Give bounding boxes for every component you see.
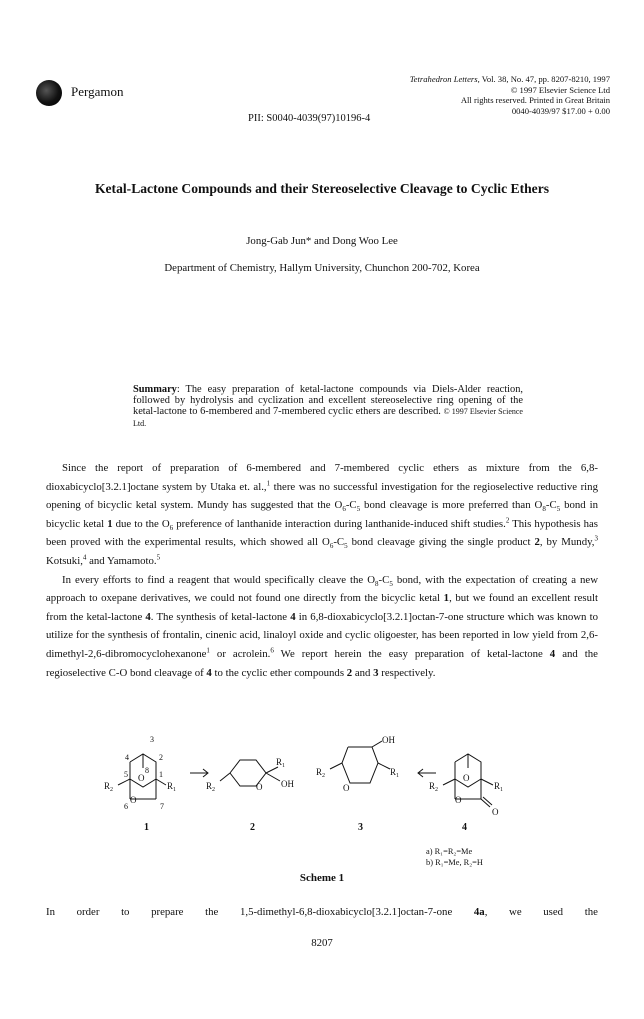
carbonyl-oxygen-label: O — [492, 807, 499, 817]
subscript: 6 — [342, 505, 346, 514]
journal-meta — [290, 74, 610, 116]
subscript: 5 — [356, 505, 361, 514]
word: the — [584, 906, 598, 918]
word: 1,5-dimethyl-6,8-dioxabicyclo[3.2.1]octan-7-one — [239, 906, 453, 918]
text-run: bond, with the expectation of creating a new approach to oxepane derivatives, we could not found one directly from the bicyclic ketal — [46, 573, 598, 605]
reference-mark: 2 — [505, 516, 510, 525]
word: order — [76, 906, 100, 918]
atom-number: 3 — [150, 735, 154, 744]
pii-line: PII: S0040-4039(97)10196-4 — [248, 113, 371, 124]
compound-label-2: 2 — [250, 822, 255, 833]
r2-label: $R_2$ — [316, 767, 326, 779]
compound-number: 4 — [206, 666, 212, 679]
atom-number: 8 — [145, 766, 149, 775]
word: In — [46, 906, 55, 918]
reference-mark: 5 — [156, 553, 161, 562]
summary-block — [133, 384, 523, 429]
text-run: , by Mundy, — [539, 536, 595, 549]
text-run: -C — [345, 499, 357, 512]
reference-mark: 1 — [206, 646, 210, 655]
text-run: there was no successful investigation for the regioselective reductive ring opening of bicyclic ketal system. Mundy has suggested that the O — [46, 480, 598, 512]
paragraph-2 — [46, 571, 598, 683]
subscript: 8 — [542, 505, 546, 514]
atom-number: 2 — [159, 753, 163, 762]
word: we — [509, 906, 522, 918]
text-run: or acrolein. — [209, 647, 271, 660]
oxygen-label: O — [343, 783, 350, 793]
text-run: -C — [333, 536, 345, 549]
r1-label: $R_1$ — [276, 757, 286, 769]
atom-number: 6 — [124, 802, 128, 811]
scheme-notes — [426, 846, 483, 868]
word: to — [121, 906, 130, 918]
reference-mark: 6 — [270, 646, 274, 655]
text-run: bond in bicyclic ketal — [46, 499, 599, 530]
publisher-name: Pergamon — [71, 84, 124, 99]
text-run: preference of lanthanide interaction during lanthanide-induced shift studies. — [173, 517, 506, 530]
atom-number: 7 — [160, 802, 164, 811]
subscript: 8 — [375, 579, 379, 588]
text-run: -C — [378, 573, 390, 586]
compound-number: 3 — [373, 666, 379, 679]
text-run: In every efforts to find a reagent that would specifically cleave the O — [62, 573, 376, 586]
scheme-figure — [100, 733, 570, 843]
journal-name: Tetrahedron Letters — [409, 74, 478, 84]
oxygen-label: O — [138, 773, 145, 783]
compound-number: 1 — [107, 517, 113, 530]
summary-copyright: © 1997 Elsevier Science Ltd. — [133, 407, 523, 428]
subscript: 5 — [344, 542, 348, 551]
summary-text: : The easy preparation of ketal-lactone compounds via Diels-Alder reaction, followed by hydrolysis and cyclization and excellent stereoselective ring opening of the ketal-lactone to 6-membered and 7-membered cyclic ethers are described. — [133, 384, 523, 418]
reference-mark: 4 — [82, 553, 87, 562]
reference-mark: 3 — [594, 534, 599, 543]
r2-label: $R_2$ — [206, 781, 216, 793]
text-run: bond cleavage giving the single product — [347, 536, 535, 549]
pergamon-logo — [36, 80, 62, 106]
affiliation: Department of Chemistry, Hallym University, Chunchon 200-702, Korea — [164, 262, 480, 274]
atom-number: 1 — [159, 770, 163, 779]
compound-2-structure — [220, 760, 280, 786]
compound-label-1: 1 — [144, 822, 149, 833]
oxygen-label: O — [463, 773, 470, 783]
text-run: and the regioselective C-O bond cleavage of — [46, 647, 598, 679]
compound-number: 4a — [473, 906, 485, 918]
oxygen-label: O — [130, 795, 137, 805]
compound-3-structure — [330, 741, 390, 783]
paragraph-1 — [46, 459, 598, 571]
compound-number-word — [474, 906, 488, 918]
r2-label: $R_2$ — [104, 781, 114, 793]
text-run: and Yamamoto. — [86, 554, 157, 567]
reaction-arrow — [190, 769, 208, 777]
r1-label: $R_1$ — [390, 767, 400, 779]
compound-label-3: 3 — [358, 822, 363, 833]
paper-title: Ketal-Lactone Compounds and their Stereoselective Cleavage to Cyclic Ethers — [94, 181, 550, 196]
text-run: to the cyclic ether compounds — [211, 666, 347, 679]
compound-number: 4 — [145, 610, 151, 623]
text-run: This hypothesis has been proved with the experimental results, which showed all O — [46, 517, 598, 549]
r1-label: $R_1$ — [167, 781, 177, 793]
last-line — [46, 906, 598, 918]
summary-label: Summary — [133, 384, 177, 395]
scheme-note-b: b) R₁=Me, R₂=H — [426, 858, 483, 867]
text-run: bond cleavage is more preferred than O — [360, 499, 543, 512]
text-run: respectively. — [378, 666, 436, 679]
compound-number: 2 — [534, 536, 540, 549]
word: the — [205, 906, 219, 918]
rights-line: All rights reserved. Printed in Great Britain — [460, 95, 610, 106]
atom-number: 4 — [125, 753, 129, 762]
r1-label: $R_1$ — [494, 781, 504, 793]
compound-number: 2 — [346, 666, 353, 679]
reference-mark: 1 — [266, 479, 271, 487]
r2-label: $R_2$ — [429, 781, 439, 793]
hydroxyl-label: OH — [382, 735, 395, 745]
text-run: in 6,8-dioxabicyclo[3.2.1]octan-7-one structure which was known to utilize for the synthesis of frontalin, cinenic acid, linaloyl oxide and cyclic oligoester, has been reported in low yield from 2,6-dimethyl-2,6-dibromocyclohexanone — [46, 610, 598, 660]
compound-label-4: 4 — [462, 822, 467, 833]
reaction-arrow — [418, 769, 436, 777]
subscript: 6 — [329, 542, 334, 551]
copyright-line: © 1997 Elsevier Science Ltd — [510, 84, 610, 95]
compound-number: 4 — [549, 647, 556, 660]
subscript: 6 — [169, 523, 174, 532]
author-list: Jong-Gab Jun* and Dong Woo Lee — [246, 235, 398, 247]
body-text — [46, 459, 598, 682]
word: prepare — [151, 906, 184, 918]
comma: , — [484, 906, 488, 918]
oxygen-label: O — [455, 795, 462, 805]
text-run: and — [352, 666, 374, 679]
subscript: 5 — [389, 579, 393, 588]
subscript: 5 — [556, 505, 561, 514]
scheme-note-a: a) R₁=R₂=Me — [426, 847, 473, 856]
text-run: due to the O — [112, 517, 170, 530]
hydroxyl-label: OH — [281, 779, 294, 789]
text-run: , but we found an excellent result from the ketal-lactone — [46, 592, 598, 623]
journal-citation: , Vol. 38, No. 47, pp. 8207-8210, 1997 — [477, 74, 610, 84]
page-number: 8207 — [311, 937, 333, 949]
scheme-caption: Scheme 1 — [299, 872, 345, 884]
oxygen-label: O — [256, 782, 263, 792]
text-run: Since the report of preparation of 6-membered and 7-membered cyclic ethers as mixture from the 6,8-dioxabicyclo[3.2.1]octane system by Utaka et. al., — [46, 462, 598, 493]
compound-number: 4 — [290, 610, 296, 623]
text-run: We report herein the easy preparation of ketal-lactone — [273, 647, 550, 660]
price-line: 0040-4039/97 $17.00 + 0.00 — [511, 105, 610, 116]
compound-number: 1 — [443, 592, 450, 605]
text-run: -C — [545, 499, 557, 512]
atom-number: 5 — [124, 770, 128, 779]
text-run: Kotsuki, — [46, 554, 83, 567]
word: used — [543, 906, 564, 918]
text-run: . The synthesis of ketal-lactone — [150, 610, 291, 623]
